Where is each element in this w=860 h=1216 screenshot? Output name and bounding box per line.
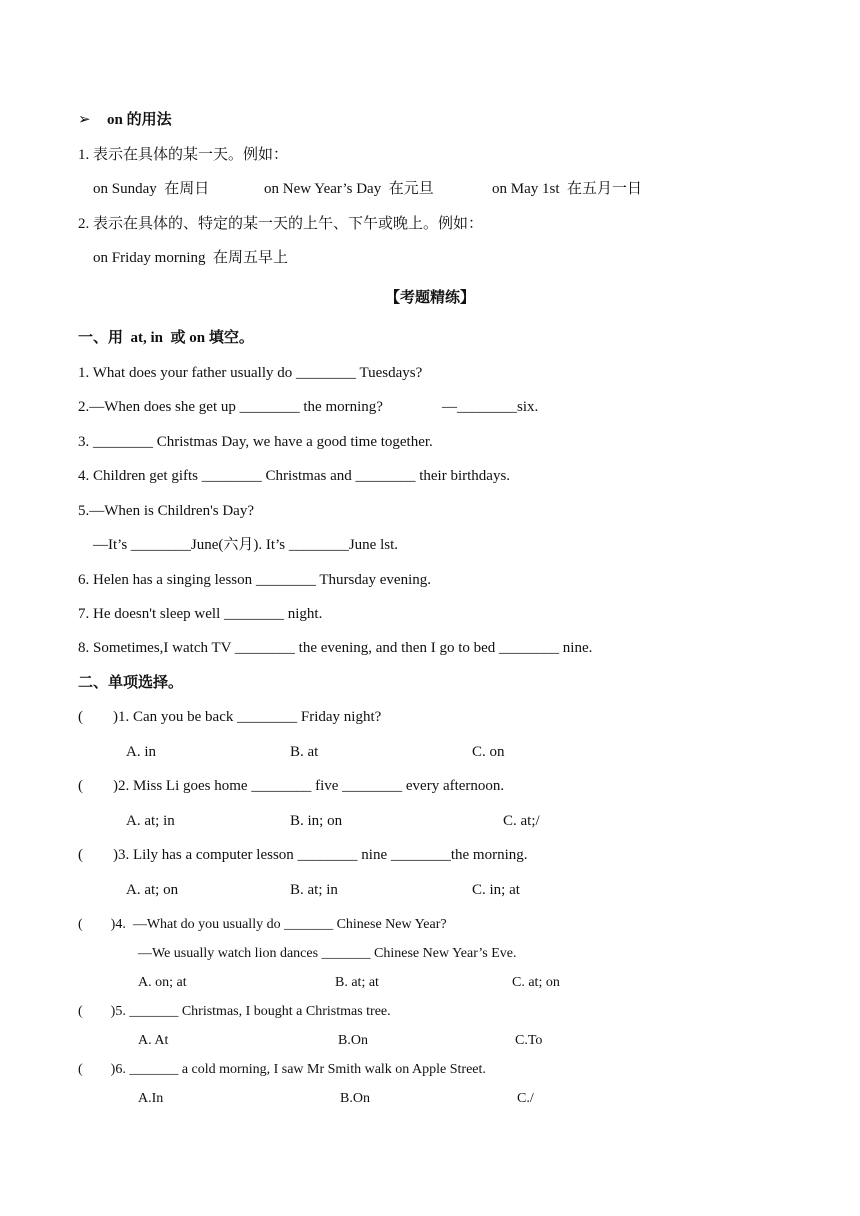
option-a: A. at; on bbox=[126, 882, 179, 898]
part1-question-2: 2.—When does she get up ________ the morning? bbox=[78, 399, 383, 415]
option-b: B.On bbox=[338, 1033, 368, 1048]
part2-question-1: ( )1. Can you be back ________ Friday night? bbox=[78, 709, 382, 725]
part1-question-6: 6. Helen has a singing lesson ________ Thursday evening. bbox=[78, 572, 432, 588]
bullet-arrow-icon: ➢ bbox=[78, 112, 91, 128]
option-a: A. in bbox=[126, 744, 156, 760]
option-b: B. at; at bbox=[335, 975, 379, 990]
option-c: C. at; on bbox=[512, 975, 560, 990]
part1-question-5-answer: —It’s ________June(六月). It’s ________June lst. bbox=[93, 537, 398, 553]
section-heading: on 的用法 bbox=[107, 112, 172, 128]
part1-question-2-answer: —________six. bbox=[442, 399, 539, 415]
option-c: C. in; at bbox=[472, 882, 520, 898]
option-c: C. on bbox=[472, 744, 505, 760]
option-c: C.To bbox=[515, 1033, 543, 1048]
rule-1: 1. 表示在具体的某一天。例如： bbox=[78, 147, 289, 163]
part2-question-6: ( )6. _______ a cold morning, I saw Mr Smith walk on Apple Street. bbox=[78, 1062, 486, 1077]
part2-question-4-line2: —We usually watch lion dances _______ Chinese New Year’s Eve. bbox=[138, 946, 517, 961]
example-1a: on Sunday 在周日 bbox=[93, 181, 210, 197]
option-a: A.In bbox=[138, 1091, 164, 1106]
part1-question-3: 3. ________ Christmas Day, we have a good time together. bbox=[78, 434, 433, 450]
option-b: B. in; on bbox=[290, 813, 343, 829]
example-2: on Friday morning 在周五早上 bbox=[93, 250, 288, 266]
option-b: B. at; in bbox=[290, 882, 338, 898]
option-c: C./ bbox=[517, 1091, 534, 1106]
option-a: A. At bbox=[138, 1033, 169, 1048]
part2-question-3: ( )3. Lily has a computer lesson ________ nine ________the morning. bbox=[78, 847, 528, 863]
option-a: A. at; in bbox=[126, 813, 175, 829]
part1-question-5: 5.—When is Children's Day? bbox=[78, 503, 255, 519]
part2-question-2: ( )2. Miss Li goes home ________ five ________ every afternoon. bbox=[78, 778, 505, 794]
example-1b: on New Year’s Day 在元旦 bbox=[264, 181, 434, 197]
part1-question-4: 4. Children get gifts ________ Christmas and ________ their birthdays. bbox=[78, 468, 511, 484]
part2-heading: 二、单项选择。 bbox=[78, 675, 184, 691]
option-c: C. at;/ bbox=[503, 813, 540, 829]
part1-heading: 一、用 at, in 或 on 填空。 bbox=[78, 330, 254, 346]
rule-2: 2. 表示在具体的、特定的某一天的上午、下午或晚上。例如： bbox=[78, 216, 484, 232]
part2-question-4: ( )4. —What do you usually do _______ Chinese New Year? bbox=[78, 917, 447, 932]
part2-question-5: ( )5. _______ Christmas, I bought a Christmas tree. bbox=[78, 1004, 391, 1019]
part1-question-1: 1. What does your father usually do ________ Tuesdays? bbox=[78, 365, 423, 381]
practice-title: 【考题精练】 bbox=[384, 290, 475, 306]
option-b: B. at bbox=[290, 744, 319, 760]
example-1c: on May 1st 在五月一日 bbox=[492, 181, 643, 197]
part1-question-8: 8. Sometimes,I watch TV ________ the evening, and then I go to bed ________ nine. bbox=[78, 640, 593, 656]
option-a: A. on; at bbox=[138, 975, 187, 990]
part1-question-7: 7. He doesn't sleep well ________ night. bbox=[78, 606, 323, 622]
option-b: B.On bbox=[340, 1091, 370, 1106]
